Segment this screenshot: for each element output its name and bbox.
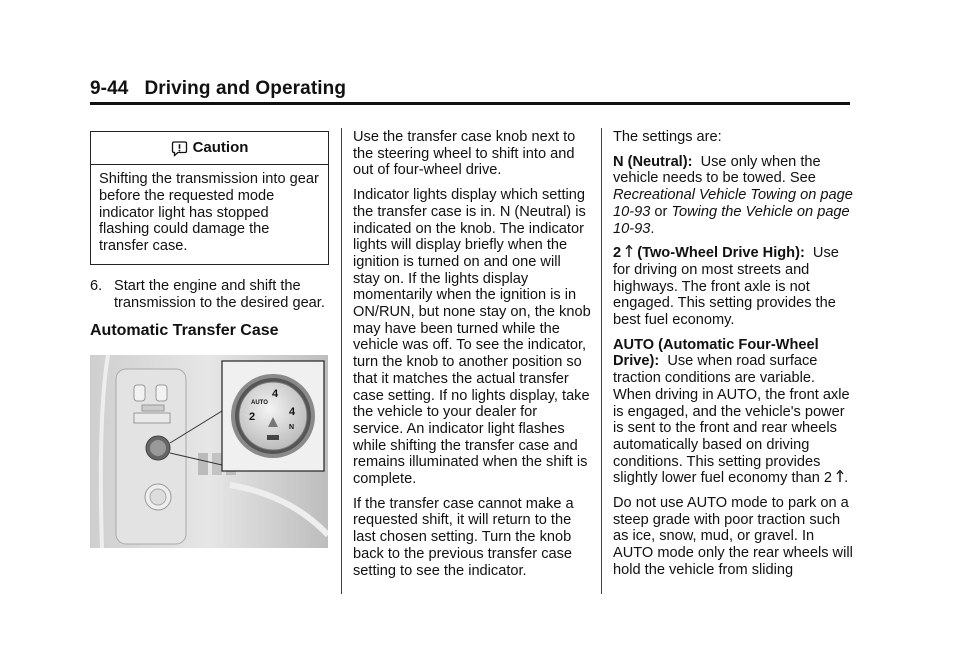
- neutral-setting: [613, 154, 853, 238]
- two-high-label: (Two-Wheel Drive High):: [637, 245, 805, 262]
- two-high-setting: [613, 245, 853, 329]
- knob-label-2: 2: [249, 411, 256, 423]
- two-wheel-arrow-icon: [625, 245, 633, 258]
- knob-label-neutral: N: [289, 424, 295, 431]
- auto-text: Use when road surface traction conditions are variable. When driving in AUTO, the front axle is engaged, and the vehicle's power is sent to the front and rear wheels automatically based on driving conditions. This setting provides slightly lower fuel economy than 2: [613, 353, 850, 487]
- chapter-title: Driving and Operating: [144, 78, 347, 99]
- paragraph: If the transfer case cannot make a requested shift, it will return to the last chosen setting. Turn the knob back to the previous transfer case setting to see the indicator.: [353, 495, 574, 579]
- section-title: Automatic Transfer Case: [90, 322, 279, 340]
- knob-label-4-low: 4: [289, 406, 296, 418]
- or-text: or: [654, 203, 668, 220]
- step-number: 6.: [90, 277, 103, 294]
- step-item: [90, 278, 330, 311]
- caution-text: Shifting the transmission into gear before the requested mode indicator light has stopped flashing could damage the transfer case.: [99, 171, 319, 255]
- paragraph: Do not use AUTO mode to park on a steep grade with poor traction such as ice, snow, mud, or gravel. In AUTO mode only the rear wheels will hold the vehicle from sliding: [613, 495, 853, 578]
- caution-header: [91, 132, 328, 165]
- column-2: [353, 129, 591, 587]
- knob-label-auto: AUTO: [251, 400, 268, 406]
- two-wheel-arrow-icon: [836, 470, 844, 483]
- settings-intro: The settings are:: [613, 129, 722, 145]
- column-3: [613, 129, 853, 587]
- caution-box: [90, 131, 329, 265]
- transfer-case-figure: [90, 355, 328, 548]
- paragraph: Use the transfer case knob next to the steering wheel to shift into and out of four-wheel drive.: [353, 129, 576, 179]
- warning-icon: [171, 140, 188, 157]
- column-divider: [341, 128, 342, 594]
- knob-label-4-high: 4: [272, 388, 279, 400]
- neutral-text: Use only when the vehicle needs to be towed. See: [613, 153, 821, 187]
- towing-vehicle-link[interactable]: Towing the Vehicle on page 10-93: [613, 203, 850, 237]
- page-header: [90, 78, 346, 100]
- auto-setting: [613, 337, 853, 487]
- column-1: [90, 131, 330, 340]
- step-text: Start the engine and shift the transmission to the desired gear.: [114, 277, 325, 311]
- neutral-label: N (Neutral):: [613, 153, 693, 170]
- two-high-text: Use for driving on most streets and highways. The front axle is not engaged. This setting provides the best fuel economy.: [613, 245, 839, 329]
- caution-title: Caution: [192, 138, 249, 156]
- column-divider: [601, 128, 602, 594]
- towing-link[interactable]: Recreational Vehicle Towing on page 10-93: [613, 187, 853, 220]
- paragraph: Indicator lights display which setting the transfer case is in. N (Neutral) is indicated on the knob. The indicator lights will display briefly when the ignition is turned on and one will stay on. If the lights display momentarily when the ignition is in ON/RUN, but none stay on, the knob may have been turned while the vehicle was off. To see the indicator, turn the knob to another position so that it matches the actual transfer case setting. If no lights display, take the vehicle to your dealer for service. An indicator light flashes while shifting the transfer case and remains illuminated when the shift is complete.: [353, 187, 591, 488]
- transfer-case-illustration: [90, 355, 328, 548]
- auto-label: AUTO (Automatic Four-Wheel Drive):: [613, 336, 819, 370]
- period: .: [650, 220, 655, 237]
- page-number: 9-44: [90, 78, 129, 99]
- period: .: [844, 470, 849, 487]
- two-high-number: 2: [613, 245, 622, 262]
- header-rule: [90, 102, 850, 105]
